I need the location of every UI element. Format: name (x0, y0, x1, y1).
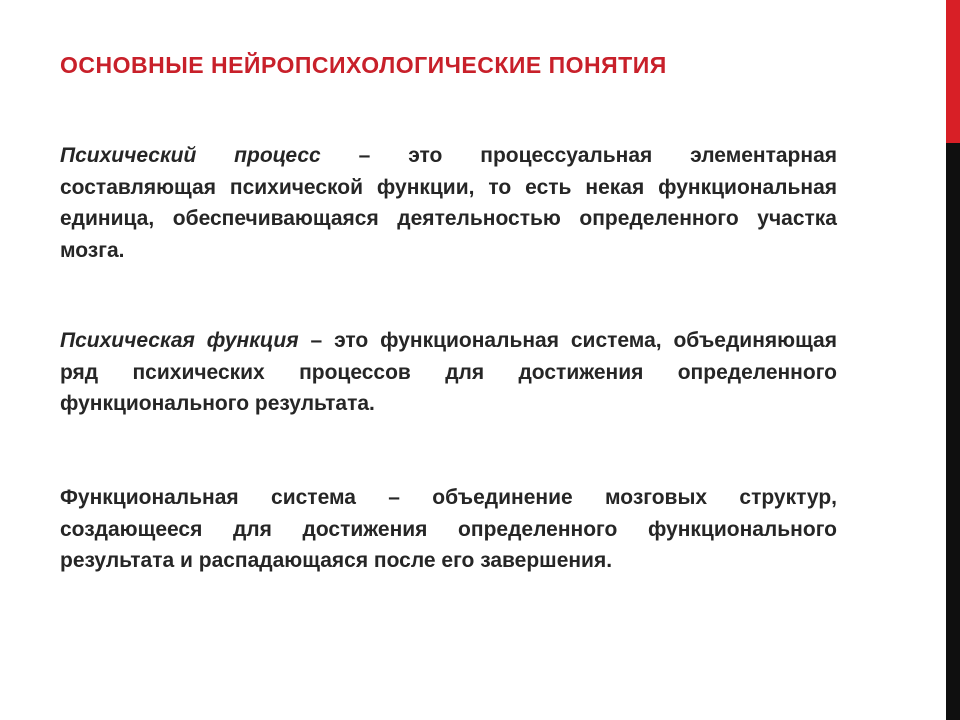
definition-mental-process (60, 140, 837, 266)
definition-mental-function (60, 325, 837, 420)
definition-text-functional-system: Функциональная система – объединение мозговых структур, создающееся для достижения определенного функционального результата и распадающаяся после его завершения. (60, 486, 837, 572)
definition-functional-system (60, 482, 837, 577)
slide-title: ОСНОВНЫЕ НЕЙРОПСИХОЛОГИЧЕСКИЕ ПОНЯТИЯ (60, 52, 667, 78)
side-decoration-bar (946, 0, 960, 720)
term-mental-function: Психическая функция (60, 329, 299, 352)
side-accent-bar (946, 0, 960, 143)
definition-text-mental-process: – это процессуальная элементарная составляющая психической функции, то есть некая функциональная единица, обеспечивающаяся деятельностью определенного участка мозга. (60, 144, 837, 262)
definition-text-mental-function: – это функциональная система, объединяющая ряд психических процессов для достижения определенного функционального результата. (60, 329, 837, 415)
term-mental-process: Психический процесс (60, 144, 321, 167)
